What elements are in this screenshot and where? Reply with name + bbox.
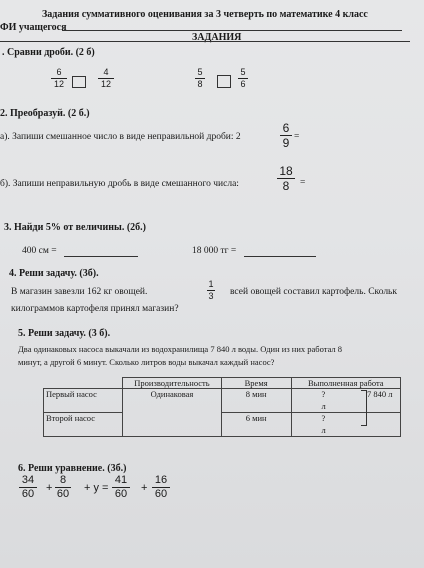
- task2a-equals: =: [294, 132, 300, 142]
- task1-fraction-4: [238, 68, 248, 89]
- task3-left-text: 400 см =: [22, 246, 57, 256]
- denominator: 12: [53, 79, 64, 89]
- numerator: 5: [240, 67, 246, 77]
- task4-heading: 4. Реши задачу. (3б).: [9, 268, 99, 279]
- task3-left-answer-line[interactable]: [64, 246, 138, 257]
- task4-fraction: [207, 280, 215, 301]
- task3-right-text: 18 000 тг =: [192, 246, 237, 256]
- task3-right-answer-line[interactable]: [244, 246, 316, 257]
- task1-fraction-3: [195, 68, 205, 89]
- numerator: 8: [59, 474, 67, 486]
- task6-fraction-1: [19, 475, 37, 500]
- task3-heading: 3. Найди 5% от величины. (2б.): [4, 222, 146, 233]
- task1-fraction-1: [51, 68, 67, 89]
- work-unit: л: [321, 425, 326, 435]
- denominator: 6: [240, 79, 246, 89]
- table-header-productivity: Производительность: [123, 378, 221, 389]
- task6-fraction-2: [55, 475, 71, 500]
- compare-box-1[interactable]: [72, 76, 86, 88]
- table-row: [44, 413, 401, 437]
- numerator: 34: [21, 474, 35, 486]
- table-cell-time: 6 мин: [221, 413, 291, 437]
- work-unit: л: [321, 401, 326, 411]
- numerator: 6: [56, 67, 62, 77]
- task4-text-1: В магазин завезли 162 кг овощей.: [11, 287, 148, 297]
- numerator: 5: [197, 67, 203, 77]
- table-cell-work: [291, 413, 400, 437]
- task2a-text: а). Запиши смешанное число в виде неправильной дроби: 2: [0, 132, 241, 142]
- numerator: 1: [208, 279, 214, 289]
- numerator: 41: [114, 474, 128, 486]
- denominator: 60: [114, 488, 128, 500]
- task5-table: [43, 377, 401, 437]
- numerator: 6: [282, 121, 290, 135]
- task1-fraction-2: [98, 68, 114, 89]
- task5-text-2: минут, а другой 6 минут. Сколько литров воды выкачал каждый насос?: [18, 357, 275, 367]
- table-cell-pump-name: Первый насос: [44, 389, 123, 413]
- table-header-empty: [44, 378, 123, 389]
- denominator: 9: [282, 136, 290, 150]
- task2-heading: 2. Преобразуй. (2 б.): [0, 108, 90, 119]
- task4-text-2: всей овощей составил картофель. Скольк: [230, 287, 398, 297]
- student-name-label: ФИ учащегося: [0, 22, 67, 33]
- table-cell-productivity: Одинаковая: [123, 389, 221, 437]
- header-divider: [0, 31, 410, 42]
- table-cell-time: 8 мин: [221, 389, 291, 413]
- plus-sign-2: +: [141, 482, 148, 494]
- task6-fraction-3: [112, 475, 130, 500]
- task1-heading: . Сравни дроби. (2 б): [2, 47, 95, 58]
- numerator: 16: [154, 474, 168, 486]
- tasks-heading: ЗАДАНИЯ: [192, 32, 242, 43]
- table-total: 7 840 л: [367, 389, 393, 399]
- table-header-row: [44, 378, 401, 389]
- task5-text-1: Два одинаковых насоса выкачали из водохранилища 7 840 л воды. Один из них работал 8: [18, 344, 343, 354]
- table-header-time: Время: [221, 378, 291, 389]
- denominator: 12: [100, 79, 111, 89]
- numerator: 4: [103, 67, 109, 77]
- task2b-equals: =: [300, 178, 306, 188]
- student-name-line: [62, 20, 402, 31]
- task6-fraction-4: [152, 475, 170, 500]
- document-title: Задания суммативного оценивания за 3 четверть по математике 4 класс: [42, 9, 368, 20]
- denominator: 8: [197, 79, 203, 89]
- numerator: 18: [279, 164, 293, 178]
- task2b-text: б). Запиши неправильную дробь в виде смешанного числа:: [0, 179, 239, 189]
- plus-sign-1: +: [46, 482, 53, 494]
- table-header-work: Выполненная работа: [291, 378, 400, 389]
- denominator: 60: [21, 488, 35, 500]
- work-unknown: ?: [321, 413, 326, 423]
- task6-heading: 6. Реши уравнение. (3б.): [18, 463, 127, 474]
- task4-text-3: килограммов картофеля принял магазин?: [11, 304, 179, 314]
- task5-heading: 5. Реши задачу. (3 б).: [18, 328, 111, 339]
- work-unknown: ?: [321, 389, 326, 399]
- denominator: 8: [282, 179, 290, 193]
- denominator: 60: [56, 488, 70, 500]
- denominator: 60: [154, 488, 168, 500]
- task2a-fraction: [280, 122, 292, 149]
- table-row: [44, 389, 401, 413]
- task2b-fraction: [277, 165, 295, 192]
- compare-box-2[interactable]: [217, 75, 231, 88]
- denominator: 3: [208, 291, 214, 301]
- plus-y-equals: + у =: [84, 482, 109, 494]
- table-cell-pump-name: Второй насос: [44, 413, 123, 437]
